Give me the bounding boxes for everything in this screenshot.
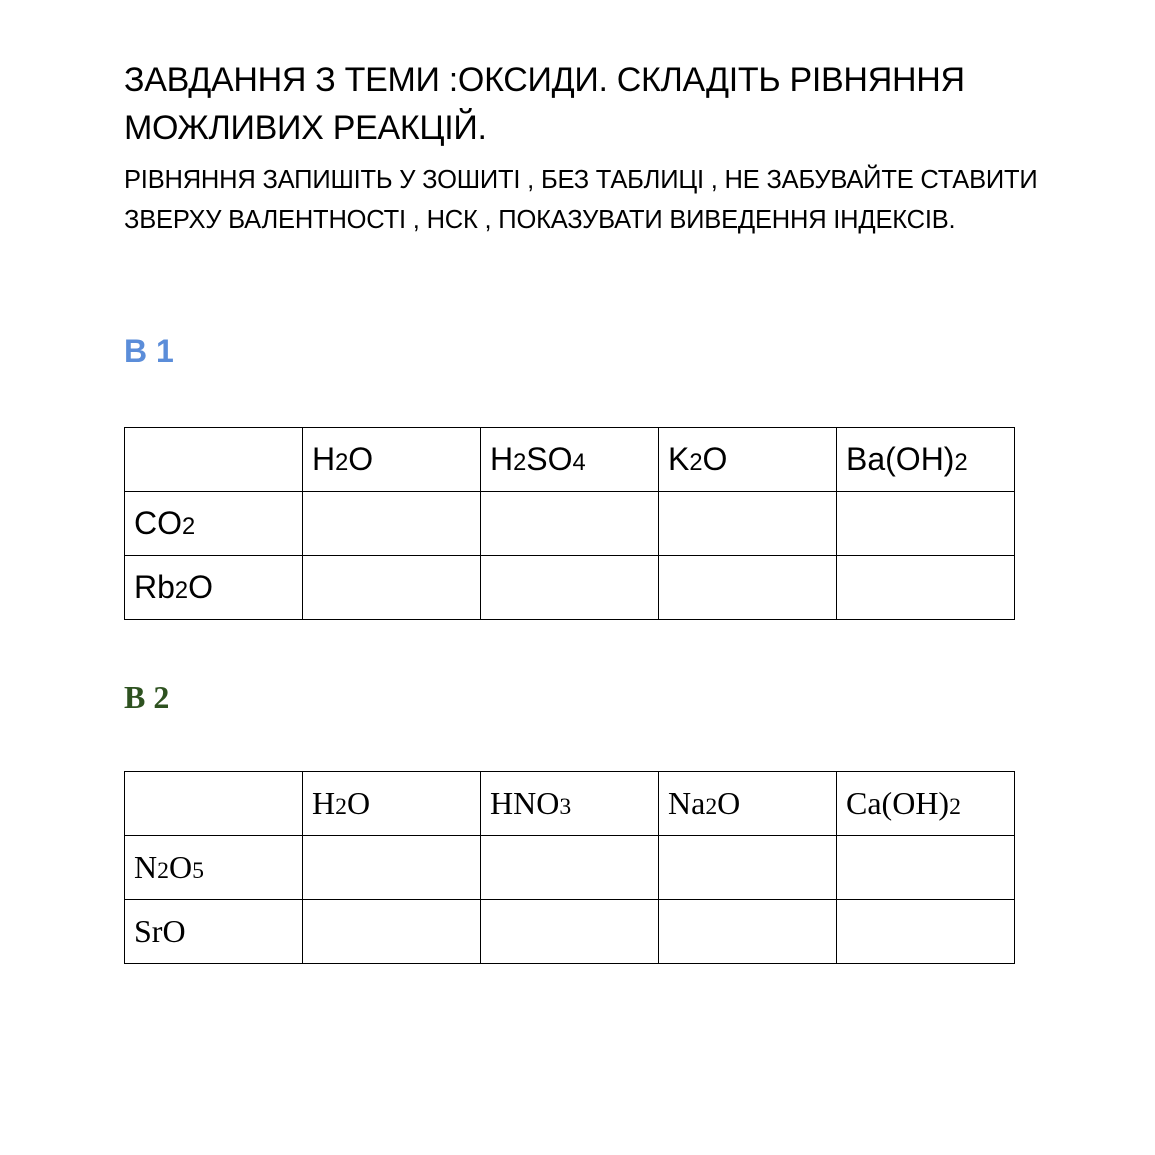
table-header-row bbox=[125, 428, 1015, 492]
answer-cell bbox=[303, 900, 481, 964]
row-header-n2o5: N2O5 bbox=[125, 836, 303, 900]
table-row bbox=[125, 492, 1015, 556]
answer-cell bbox=[837, 900, 1015, 964]
answer-cell bbox=[837, 836, 1015, 900]
table-row bbox=[125, 556, 1015, 620]
column-header-na2o: Na2O bbox=[659, 772, 837, 836]
answer-cell bbox=[481, 492, 659, 556]
column-header-hno3: HNO3 bbox=[481, 772, 659, 836]
answer-cell bbox=[837, 556, 1015, 620]
column-header-baoh2: Ba(OH)2 bbox=[837, 428, 1015, 492]
row-header-sro: SrO bbox=[125, 900, 303, 964]
table-header-row bbox=[125, 772, 1015, 836]
variant-2-heading: В 2 bbox=[124, 679, 170, 715]
answer-cell bbox=[659, 556, 837, 620]
answer-cell bbox=[303, 836, 481, 900]
column-header-h2o: H2O bbox=[303, 772, 481, 836]
answer-cell bbox=[303, 556, 481, 620]
variant-1-heading: В 1 bbox=[124, 333, 174, 369]
answer-cell bbox=[659, 492, 837, 556]
answer-cell bbox=[659, 900, 837, 964]
column-header-h2so4: H2SO4 bbox=[481, 428, 659, 492]
table-corner-cell bbox=[125, 428, 303, 492]
table-row bbox=[125, 900, 1015, 964]
column-header-caoh2: Ca(OH)2 bbox=[837, 772, 1015, 836]
column-header-h2o: H2O bbox=[303, 428, 481, 492]
column-header-k2o: K2O bbox=[659, 428, 837, 492]
answer-cell bbox=[481, 556, 659, 620]
answer-cell bbox=[837, 492, 1015, 556]
instructions-text: РІВНЯННЯ ЗАПИШІТЬ У ЗОШИТІ , БЕЗ ТАБЛИЦІ , НЕ ЗАБУВАЙТЕ СТАВИТИ ЗВЕРХУ ВАЛЕНТНОСТІ , НСК , ПОКАЗУВАТИ ВИВЕДЕННЯ ІНДЕКСІВ. bbox=[124, 166, 1038, 234]
answer-cell bbox=[481, 836, 659, 900]
variant-1-table bbox=[124, 427, 1015, 620]
row-header-rb2o: Rb2O bbox=[125, 556, 303, 620]
answer-cell bbox=[481, 900, 659, 964]
answer-cell bbox=[659, 836, 837, 900]
answer-cell bbox=[303, 492, 481, 556]
page-title: ЗАВДАННЯ З ТЕМИ :ОКСИДИ. СКЛАДІТЬ РІВНЯННЯ МОЖЛИВИХ РЕАКЦІЙ. bbox=[124, 61, 965, 147]
variant-2-table bbox=[124, 771, 1015, 964]
table-corner-cell bbox=[125, 772, 303, 836]
table-row bbox=[125, 836, 1015, 900]
row-header-co2: CO2 bbox=[125, 492, 303, 556]
